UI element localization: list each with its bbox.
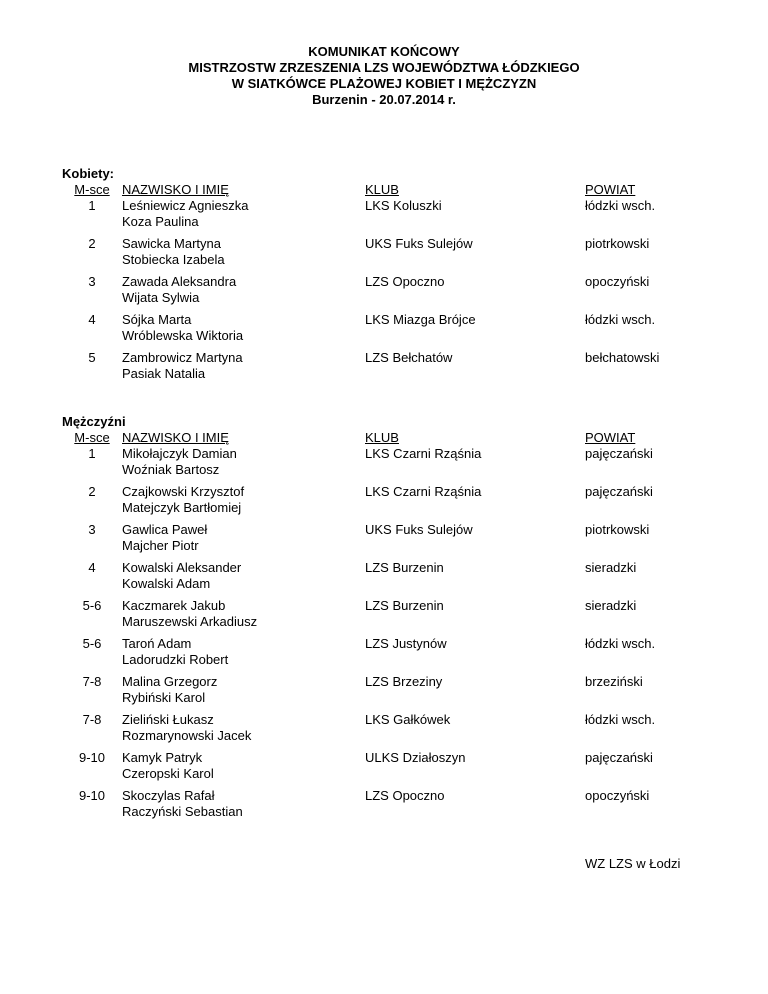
table-body-women bbox=[62, 198, 718, 382]
player-name: Kowalski Aleksander bbox=[122, 560, 242, 575]
row-district: bełchatowski bbox=[585, 350, 660, 365]
table-row bbox=[62, 236, 718, 268]
table-row bbox=[62, 198, 718, 230]
row-district: łódzki wsch. bbox=[585, 312, 656, 327]
row-place: 3 bbox=[88, 274, 96, 289]
row-district: piotrkowski bbox=[585, 522, 650, 537]
document-content bbox=[62, 166, 718, 872]
table-row bbox=[62, 560, 718, 592]
row-players bbox=[122, 274, 365, 306]
row-club: UKS Fuks Sulejów bbox=[365, 236, 473, 251]
row-club: LZS Burzenin bbox=[365, 598, 444, 613]
row-players bbox=[122, 446, 365, 478]
table-row bbox=[62, 350, 718, 382]
row-club: LKS Gałkówek bbox=[365, 712, 451, 727]
column-header-club: KLUB bbox=[365, 182, 399, 197]
row-district: łódzki wsch. bbox=[585, 636, 656, 651]
row-players bbox=[122, 522, 365, 554]
table-row bbox=[62, 274, 718, 306]
row-district: sieradzki bbox=[585, 560, 637, 575]
player-name: Majcher Piotr bbox=[122, 538, 199, 553]
table-row bbox=[62, 484, 718, 516]
title-line-2: MISTRZOSTW ZRZESZENIA LZS WOJEWÓDZTWA ŁÓDZKIEGO bbox=[188, 60, 580, 75]
table-row bbox=[62, 598, 718, 630]
table-row bbox=[62, 788, 718, 820]
table-row bbox=[62, 446, 718, 478]
title-line-3: W SIATKÓWCE PLAŻOWEJ KOBIET I MĘŻCZYZN bbox=[231, 76, 537, 91]
signature-line: WZ LZS w Łodzi bbox=[585, 856, 681, 871]
column-header-club: KLUB bbox=[365, 430, 399, 445]
section-women bbox=[62, 166, 718, 382]
section-heading-men: Mężczyźni bbox=[62, 414, 126, 429]
row-place: 3 bbox=[88, 522, 96, 537]
row-district: pajęczański bbox=[585, 446, 653, 461]
row-club: LZS Opoczno bbox=[365, 788, 445, 803]
player-name: Rybiński Karol bbox=[122, 690, 206, 705]
row-place: 2 bbox=[88, 484, 96, 499]
row-district: opoczyński bbox=[585, 274, 650, 289]
player-name: Zawada Aleksandra bbox=[122, 274, 237, 289]
column-header-name: NAZWISKO I IMIĘ bbox=[122, 182, 229, 197]
row-district: opoczyński bbox=[585, 788, 650, 803]
row-club: LKS Czarni Rząśnia bbox=[365, 484, 482, 499]
document-title bbox=[0, 0, 768, 108]
row-club: LKS Koluszki bbox=[365, 198, 442, 213]
player-name: Kaczmarek Jakub bbox=[122, 598, 226, 613]
table-header-row bbox=[62, 182, 718, 198]
column-header-district: POWIAT bbox=[585, 182, 636, 197]
row-players bbox=[122, 350, 365, 382]
column-header-place: M-sce bbox=[74, 182, 110, 197]
table-row bbox=[62, 636, 718, 668]
row-place: 5-6 bbox=[82, 598, 102, 613]
row-district: brzeziński bbox=[585, 674, 643, 689]
row-players bbox=[122, 484, 365, 516]
row-club: LZS Brzeziny bbox=[365, 674, 443, 689]
row-district: pajęczański bbox=[585, 750, 653, 765]
row-club: LZS Burzenin bbox=[365, 560, 444, 575]
row-players bbox=[122, 636, 365, 668]
player-name: Malina Grzegorz bbox=[122, 674, 218, 689]
player-name: Taroń Adam bbox=[122, 636, 192, 651]
player-name: Woźniak Bartosz bbox=[122, 462, 220, 477]
player-name: Leśniewicz Agnieszka bbox=[122, 198, 249, 213]
row-players bbox=[122, 198, 365, 230]
row-club: UKS Fuks Sulejów bbox=[365, 522, 473, 537]
row-club: LKS Czarni Rząśnia bbox=[365, 446, 482, 461]
player-name: Mikołajczyk Damian bbox=[122, 446, 237, 461]
row-place: 9-10 bbox=[78, 750, 106, 765]
player-name: Sawicka Martyna bbox=[122, 236, 221, 251]
table-row bbox=[62, 750, 718, 782]
row-place: 4 bbox=[88, 560, 96, 575]
table-row bbox=[62, 312, 718, 344]
player-name: Rozmarynowski Jacek bbox=[122, 728, 252, 743]
table-row bbox=[62, 522, 718, 554]
player-name: Raczyński Sebastian bbox=[122, 804, 243, 819]
row-place: 7-8 bbox=[82, 674, 102, 689]
title-line-4: Burzenin - 20.07.2014 r. bbox=[312, 92, 456, 107]
player-name: Gawlica Paweł bbox=[122, 522, 208, 537]
section-men bbox=[62, 414, 718, 820]
table-row bbox=[62, 674, 718, 706]
player-name: Pasiak Natalia bbox=[122, 366, 206, 381]
row-club: LKS Miazga Brójce bbox=[365, 312, 476, 327]
player-name: Wróblewska Wiktoria bbox=[122, 328, 244, 343]
player-name: Kowalski Adam bbox=[122, 576, 211, 591]
row-place: 7-8 bbox=[82, 712, 102, 727]
row-players bbox=[122, 236, 365, 268]
title-line-1: KOMUNIKAT KOŃCOWY bbox=[308, 44, 460, 59]
column-header-name: NAZWISKO I IMIĘ bbox=[122, 430, 229, 445]
row-district: łódzki wsch. bbox=[585, 198, 656, 213]
row-club: LZS Justynów bbox=[365, 636, 447, 651]
row-place: 1 bbox=[88, 198, 96, 213]
player-name: Sójka Marta bbox=[122, 312, 192, 327]
table-header-row bbox=[62, 430, 718, 446]
row-players bbox=[122, 674, 365, 706]
row-club: LZS Opoczno bbox=[365, 274, 445, 289]
row-place: 9-10 bbox=[78, 788, 106, 803]
row-district: sieradzki bbox=[585, 598, 637, 613]
row-club: LZS Bełchatów bbox=[365, 350, 453, 365]
row-place: 1 bbox=[88, 446, 96, 461]
row-district: pajęczański bbox=[585, 484, 653, 499]
row-players bbox=[122, 312, 365, 344]
player-name: Kamyk Patryk bbox=[122, 750, 203, 765]
row-players bbox=[122, 712, 365, 744]
column-header-place: M-sce bbox=[74, 430, 110, 445]
row-players bbox=[122, 598, 365, 630]
table-row bbox=[62, 712, 718, 744]
row-place: 2 bbox=[88, 236, 96, 251]
player-name: Ladorudzki Robert bbox=[122, 652, 229, 667]
row-players bbox=[122, 750, 365, 782]
player-name: Wijata Sylwia bbox=[122, 290, 200, 305]
player-name: Zieliński Łukasz bbox=[122, 712, 214, 727]
row-place: 5-6 bbox=[82, 636, 102, 651]
row-district: łódzki wsch. bbox=[585, 712, 656, 727]
player-name: Matejczyk Bartłomiej bbox=[122, 500, 242, 515]
player-name: Czajkowski Krzysztof bbox=[122, 484, 245, 499]
player-name: Stobiecka Izabela bbox=[122, 252, 225, 267]
row-place: 4 bbox=[88, 312, 96, 327]
player-name: Koza Paulina bbox=[122, 214, 199, 229]
column-header-district: POWIAT bbox=[585, 430, 636, 445]
row-district: piotrkowski bbox=[585, 236, 650, 251]
player-name: Maruszewski Arkadiusz bbox=[122, 614, 258, 629]
row-club: ULKS Działoszyn bbox=[365, 750, 466, 765]
player-name: Zambrowicz Martyna bbox=[122, 350, 243, 365]
table-body-men bbox=[62, 446, 718, 820]
section-heading-women: Kobiety: bbox=[62, 166, 114, 181]
row-place: 5 bbox=[88, 350, 96, 365]
row-players bbox=[122, 560, 365, 592]
row-players bbox=[122, 788, 365, 820]
player-name: Czeropski Karol bbox=[122, 766, 214, 781]
player-name: Skoczylas Rafał bbox=[122, 788, 215, 803]
